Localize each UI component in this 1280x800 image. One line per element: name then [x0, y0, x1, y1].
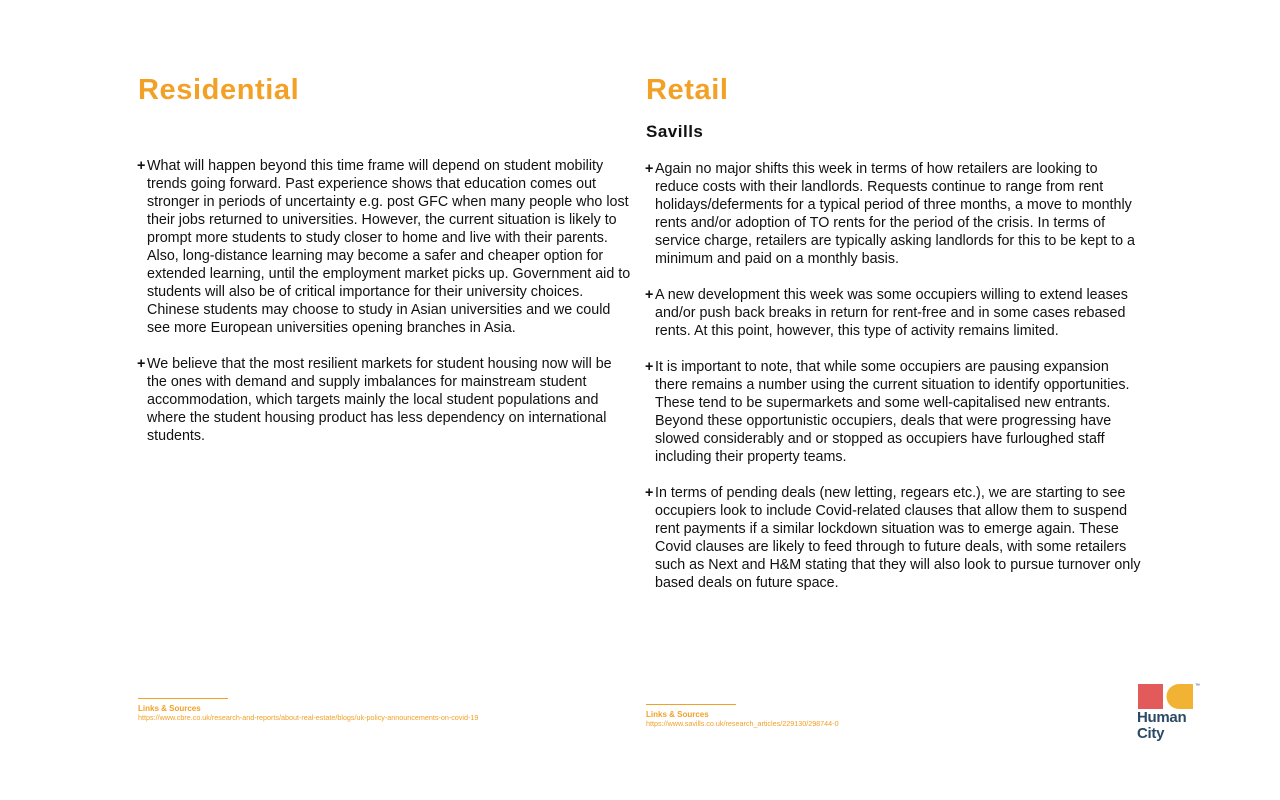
bullet-text: A new development this week was some occupiers willing to extend leases and/or push back breaks in return for rent-free and in some cases rebased rents. At this point, however, this type of activity remains limited.	[655, 287, 1128, 339]
trademark-mark: ™	[1195, 683, 1200, 689]
retail-sources	[646, 704, 839, 729]
list-item	[138, 157, 633, 337]
retail-bullet-list	[646, 160, 1141, 610]
sources-label: Links & Sources	[138, 704, 201, 713]
residential-sources	[138, 698, 478, 723]
bullet-text: We believe that the most resilient markets for student housing now will be the ones with demand and supply imbalances for mainstream student accommodation, which targets mainly the local student populations and where the student housing product has less dependency on international students.	[147, 356, 612, 444]
bullet-text: In terms of pending deals (new letting, regears etc.), we are starting to see occupiers look to include Covid-related clauses that allow them to suspend rent payments if a similar lockdown situation was to emerge again. These Covid clauses are likely to feed through to future deals, with some retailers such as Next and H&M stating that they will also look to pursue turnover only based deals on future space.	[655, 485, 1141, 591]
retail-subheading: Savills	[646, 122, 704, 141]
sources-divider	[138, 698, 228, 699]
logo-wordmark	[1137, 710, 1203, 742]
retail-heading: Retail	[646, 74, 729, 106]
list-item	[646, 484, 1141, 592]
residential-bullet-list	[138, 157, 633, 463]
sources-label: Links & Sources	[646, 710, 709, 719]
plus-marker: +	[645, 161, 654, 177]
plus-marker: +	[645, 485, 654, 501]
bullet-text: It is important to note, that while some occupiers are pausing expansion there remains a number using the current situation to identify opportunities. These tend to be supermarkets and some well-capitalised new entrants. Beyond these opportunistic occupiers, deals that were progressing have slowed considerably and or stopped as occupiers have furloughed staff including their property teams.	[655, 359, 1130, 465]
list-item	[646, 286, 1141, 340]
residential-heading: Residential	[138, 74, 300, 106]
plus-marker: +	[137, 356, 146, 372]
source-link[interactable]: https://www.savills.co.uk/research_articles/229130/298744-0	[646, 719, 839, 728]
bullet-text: Again no major shifts this week in terms of how retailers are looking to reduce costs with their landlords. Requests continue to range from rent holidays/deferments for a typical period of three months, a move to monthly rents and/or adoption of TO rents for the period of the crisis. In terms of service charge, retailers are typically asking landlords for this to be kept to a minimum and paid on a monthly basis.	[655, 161, 1135, 267]
logo-wordmark-line1: Human	[1137, 709, 1187, 726]
plus-marker: +	[137, 158, 146, 174]
plus-marker: +	[645, 359, 654, 375]
source-link[interactable]: https://www.cbre.co.uk/research-and-reports/about-real-estate/blogs/uk-policy-announcements-on-covid-19	[138, 713, 479, 722]
list-item	[138, 355, 633, 445]
human-city-logo-mark-icon	[1137, 681, 1203, 711]
list-item	[646, 358, 1141, 466]
bullet-text: What will happen beyond this time frame will depend on student mobility trends going forward. Past experience shows that education comes out stronger in periods of uncertainty e.g. post GFC when many people who lost their jobs returned to universities. However, the current situation is likely to prompt more students to study closer to home and live with their parents. Also, long-distance learning may become a safer and cheaper option for extended learning, until the employment market picks up. Government aid to students will also be of critical importance for their university choices. Chinese students may choose to study in Asian universities and we could see more European universities opening branches in Asia.	[147, 158, 631, 336]
human-city-logo	[1137, 681, 1203, 745]
list-item	[646, 160, 1141, 268]
sources-divider	[646, 704, 736, 705]
logo-wordmark-line2: City	[1137, 725, 1165, 742]
plus-marker: +	[645, 287, 654, 303]
